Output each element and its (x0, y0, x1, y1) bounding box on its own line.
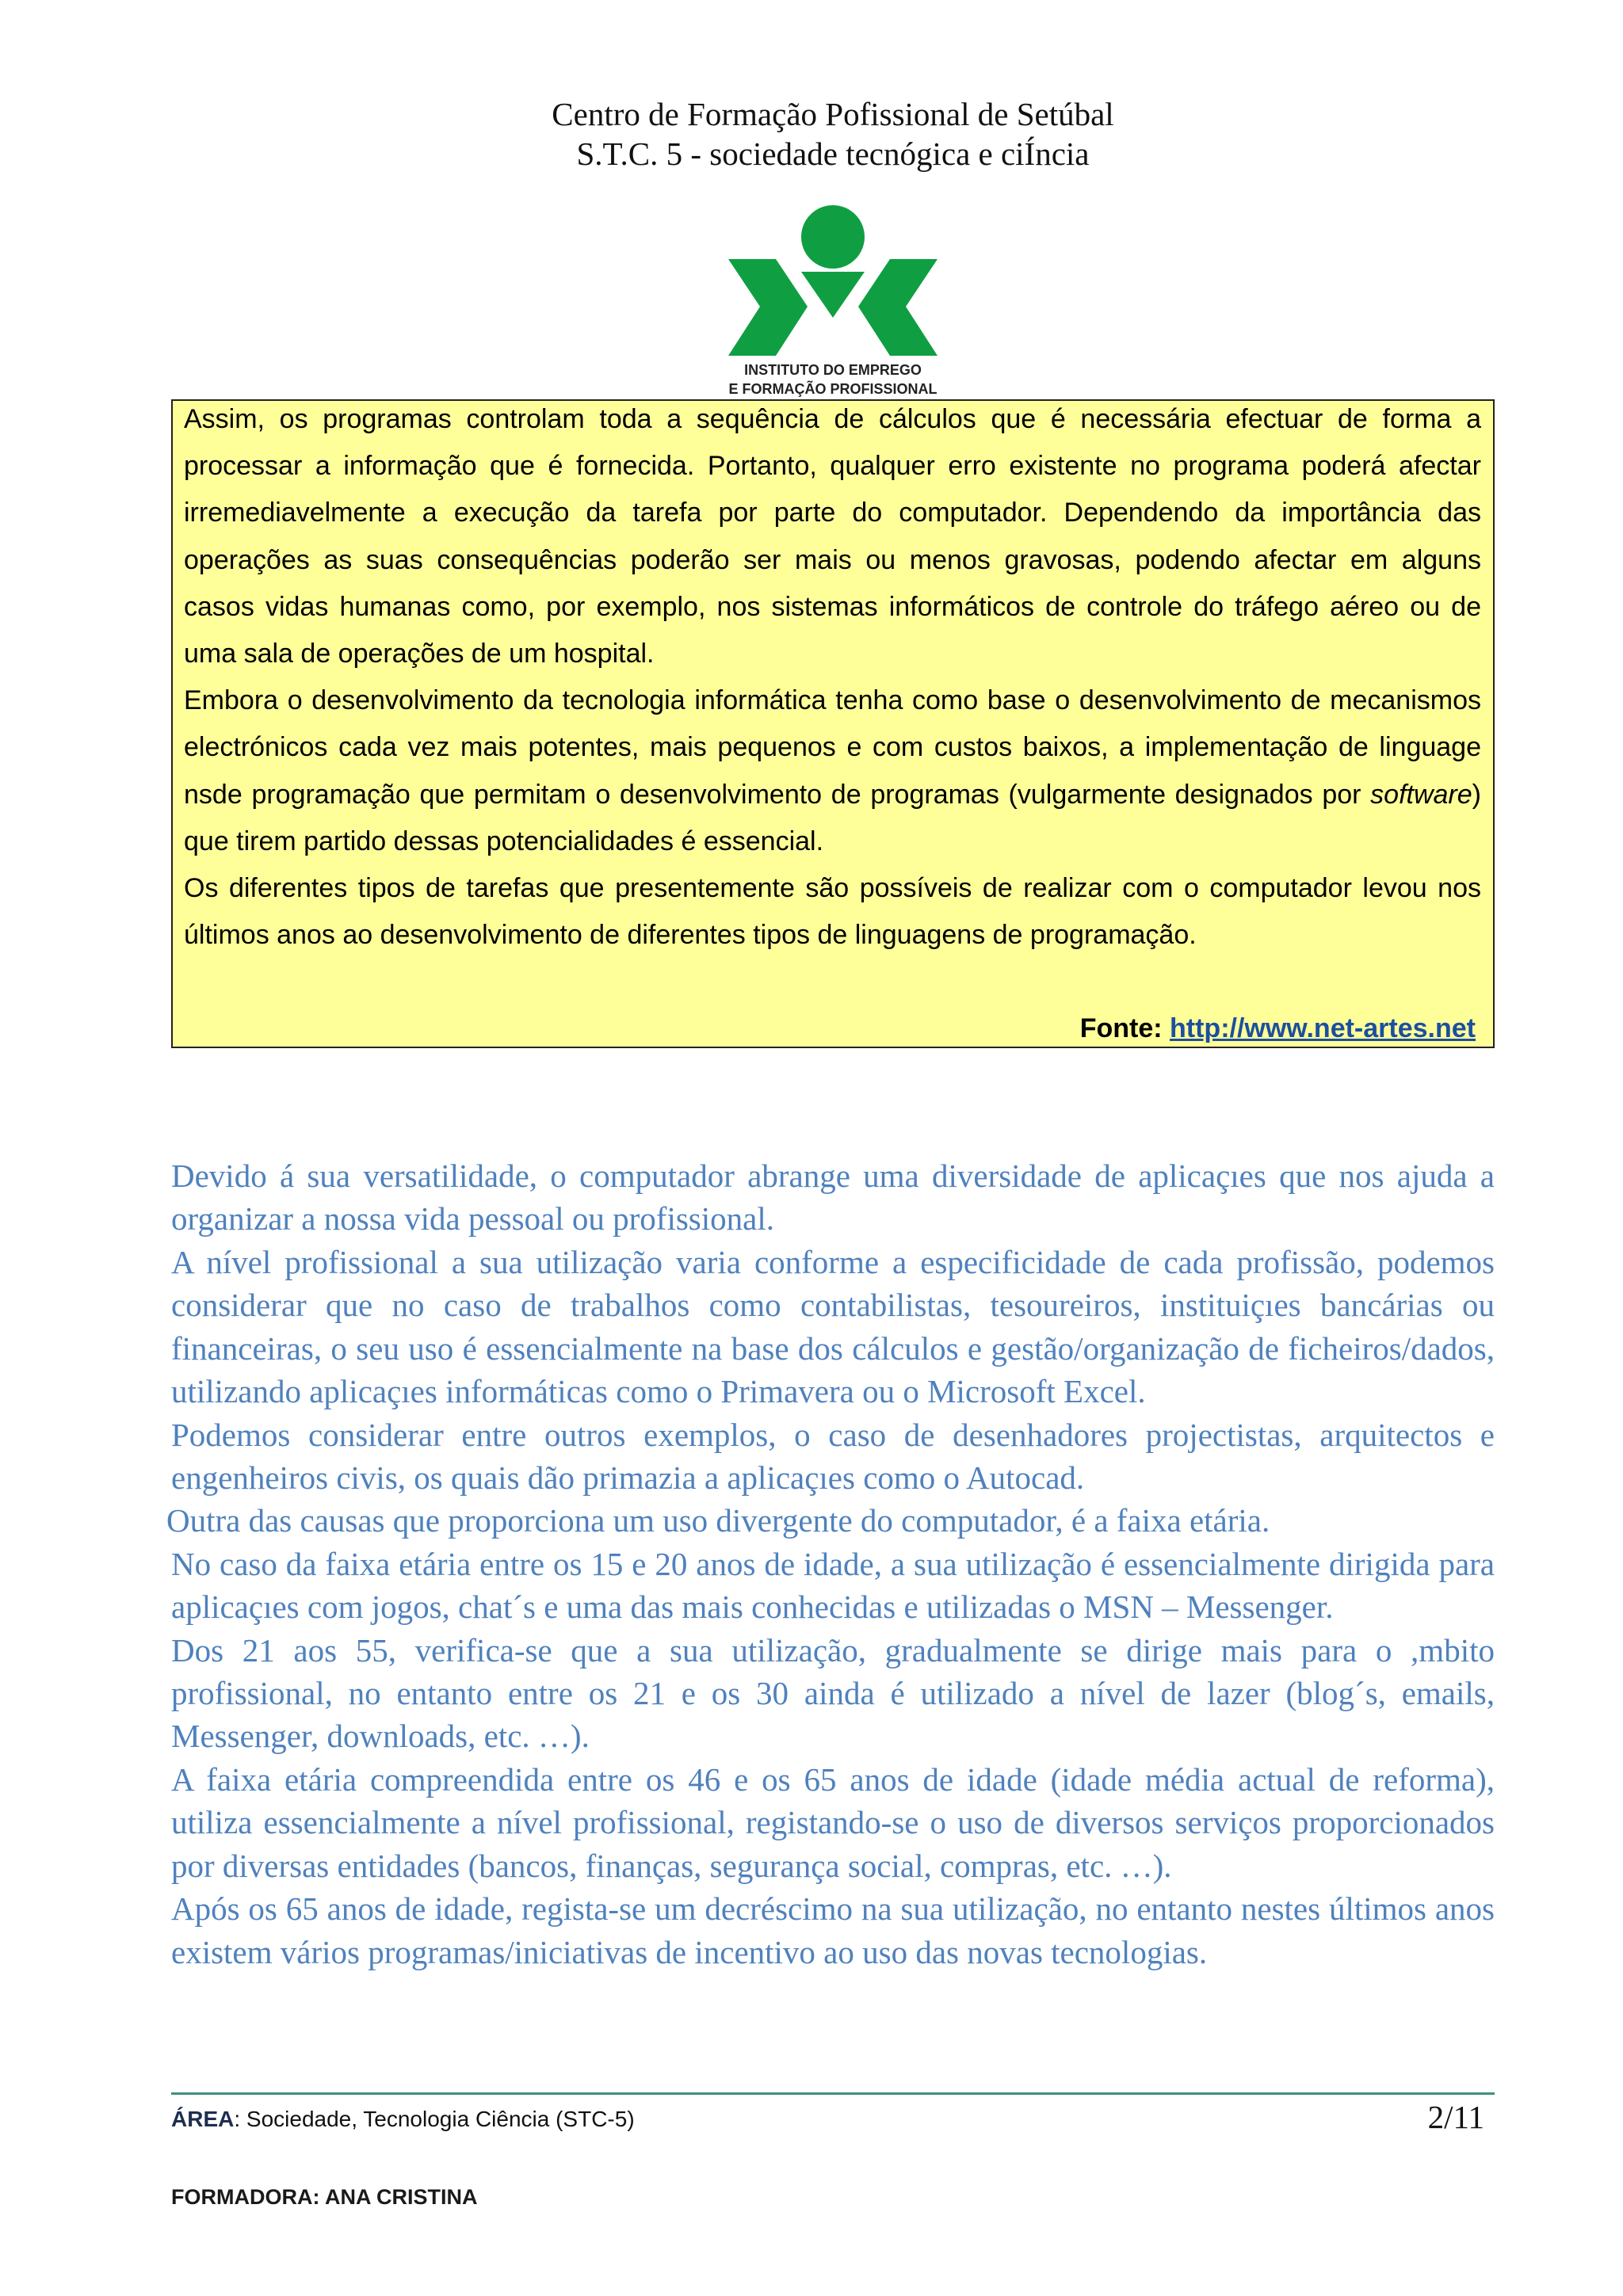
quote-line: casos vidas humanas como, por exemplo, nos sistemas informáticos de controle do tráfego aéreo ou de (184, 591, 1481, 622)
body-line: aplicaçıes com jogos, chat´s e uma das mais conhecidas e utilizadas o MSN – Messenger. (171, 1589, 1334, 1626)
quote-emphasis: software (1370, 779, 1472, 810)
body-line: Podemos considerar entre outros exemplos, o caso de desenhadores projectistas, arquitectos e (171, 1416, 1495, 1453)
source-label: Fonte: (1079, 1013, 1163, 1044)
body-line: Dos 21 aos 55, verifica-se que a sua utilização, gradualmente se dirige mais para o ,mbito (171, 1631, 1495, 1669)
quote-line (184, 779, 1481, 826)
quote-line: que tirem partido dessas potencialidades é essencial. (184, 826, 824, 856)
logo-left-chevron (728, 259, 808, 356)
logo-right-chevron (858, 259, 938, 356)
body-line: engenheiros civis, os quais dão primazia a aplicaçıes como o Autocad. (171, 1459, 1085, 1496)
body-line: Devido á sua versatilidade, o computador abrange uma diversidade de aplicaçıes que nos ajuda a (171, 1158, 1495, 1194)
logo-text-line1: INSTITUTO DO EMPREGO (744, 362, 922, 378)
footer-area-text: : Sociedade, Tecnologia Ciência (STC-5) (234, 2107, 635, 2131)
body-line: profissional, no entanto entre os 21 e os 30 ainda é utilizado a nível de lazer (blog´s, emails, (171, 1675, 1495, 1712)
quote-line: Assim, os programas controlam toda a sequência de cálculos que é necessária efectuar de forma a (184, 404, 1481, 434)
quote-source (184, 1013, 1481, 1046)
quote-line: Embora o desenvolvimento da tecnologia informática tenha como base o desenvolvimento de mecanismos (184, 685, 1481, 716)
quote-line-text: nsde programação que permitam o desenvolvimento de programas (vulgarmente designados por (184, 779, 1371, 810)
quote-line: Os diferentes tipos de tarefas que presentemente são possíveis de realizar com o computador levou nos (184, 872, 1481, 903)
page-number: 2/11 (1427, 2099, 1484, 2135)
quote-line: processar a informação que é fornecida. Portanto, qualquer erro existente no programa poderá afectar (184, 451, 1481, 482)
iefp-logo-icon (714, 202, 952, 399)
quote-line: irremediavelmente a execução da tarefa por parte do computador. Dependendo da importância das (184, 498, 1481, 528)
footer-area (171, 2106, 635, 2133)
body-text (166, 1158, 1495, 1977)
logo-body-triangle (801, 272, 865, 318)
body-line: existem vários programas/iniciativas de incentivo ao uso das novas tecnologias. (171, 1933, 1208, 1970)
footer-divider (171, 2092, 1495, 2095)
body-line: No caso da faixa etária entre os 15 e 20 anos de idade, a sua utilização é essencialmente dirigida para (171, 1545, 1495, 1582)
quote-line: últimos anos ao desenvolvimento de diferentes tipos de linguagens de programação. (184, 920, 1197, 951)
logo-head-circle (801, 205, 865, 269)
logo-text-line2: E FORMAÇÃO PROFISSIONAL (728, 381, 938, 397)
footer-area-label: ÁREA (171, 2107, 235, 2131)
body-line: Após os 65 anos de idade, regista-se um decréscimo na sua utilização, no entanto nestes últimos anos (171, 1890, 1495, 1928)
body-line: utilizando aplicaçıes informáticas como o Primavera ou o Microsoft Excel. (171, 1373, 1146, 1410)
header-institution: Centro de Formação Pofissional de Setúbal (552, 96, 1114, 132)
body-line: utiliza essencialmente a nível profissional, registando-se o uso de diversos serviços proporcionados (171, 1804, 1495, 1841)
header-course: S.T.C. 5 - sociedade tecnógica e ciÍncia (576, 135, 1090, 172)
quote-line-text: ) (1472, 779, 1481, 810)
quote-box (171, 399, 1495, 1048)
quote-line: electrónicos cada vez mais potentes, mais pequenos e com custos baixos, a implementação de linguage (184, 732, 1481, 763)
body-line: organizar a nossa vida pessoal ou profissional. (171, 1200, 774, 1238)
footer-trainer: FORMADORA: ANA CRISTINA (171, 2185, 478, 2209)
body-line: Outra das causas que proporciona um uso divergente do computador, é a faixa etária. (166, 1502, 1270, 1539)
quote-line: operações as suas consequências poderão ser mais ou menos gravosas, podendo afectar em alguns (184, 544, 1481, 575)
body-line: por diversas entidades (bancos, finanças, segurança social, compras, etc. …). (171, 1847, 1172, 1884)
body-line: Messenger, downloads, etc. …). (171, 1718, 590, 1755)
body-line: A faixa etária compreendida entre os 46 e os 65 anos de idade (idade média actual de reforma), (171, 1760, 1495, 1798)
body-line: financeiras, o seu uso é essencialmente na base dos cálculos e gestão/organização de ficheiros/dados, (171, 1329, 1495, 1367)
source-link[interactable]: http://www.net-artes.net (1170, 1013, 1476, 1044)
body-line: A nível profissional a sua utilização varia conforme a especificidade de cada profissão, podemos (171, 1243, 1495, 1280)
page-header (171, 94, 1495, 174)
quote-line: uma sala de operações de um hospital. (184, 638, 655, 669)
quote-blank-line (184, 966, 1481, 1013)
body-line: considerar que no caso de trabalhos como contabilistas, tesoureiros, instituiçıes bancárias ou (171, 1287, 1495, 1324)
